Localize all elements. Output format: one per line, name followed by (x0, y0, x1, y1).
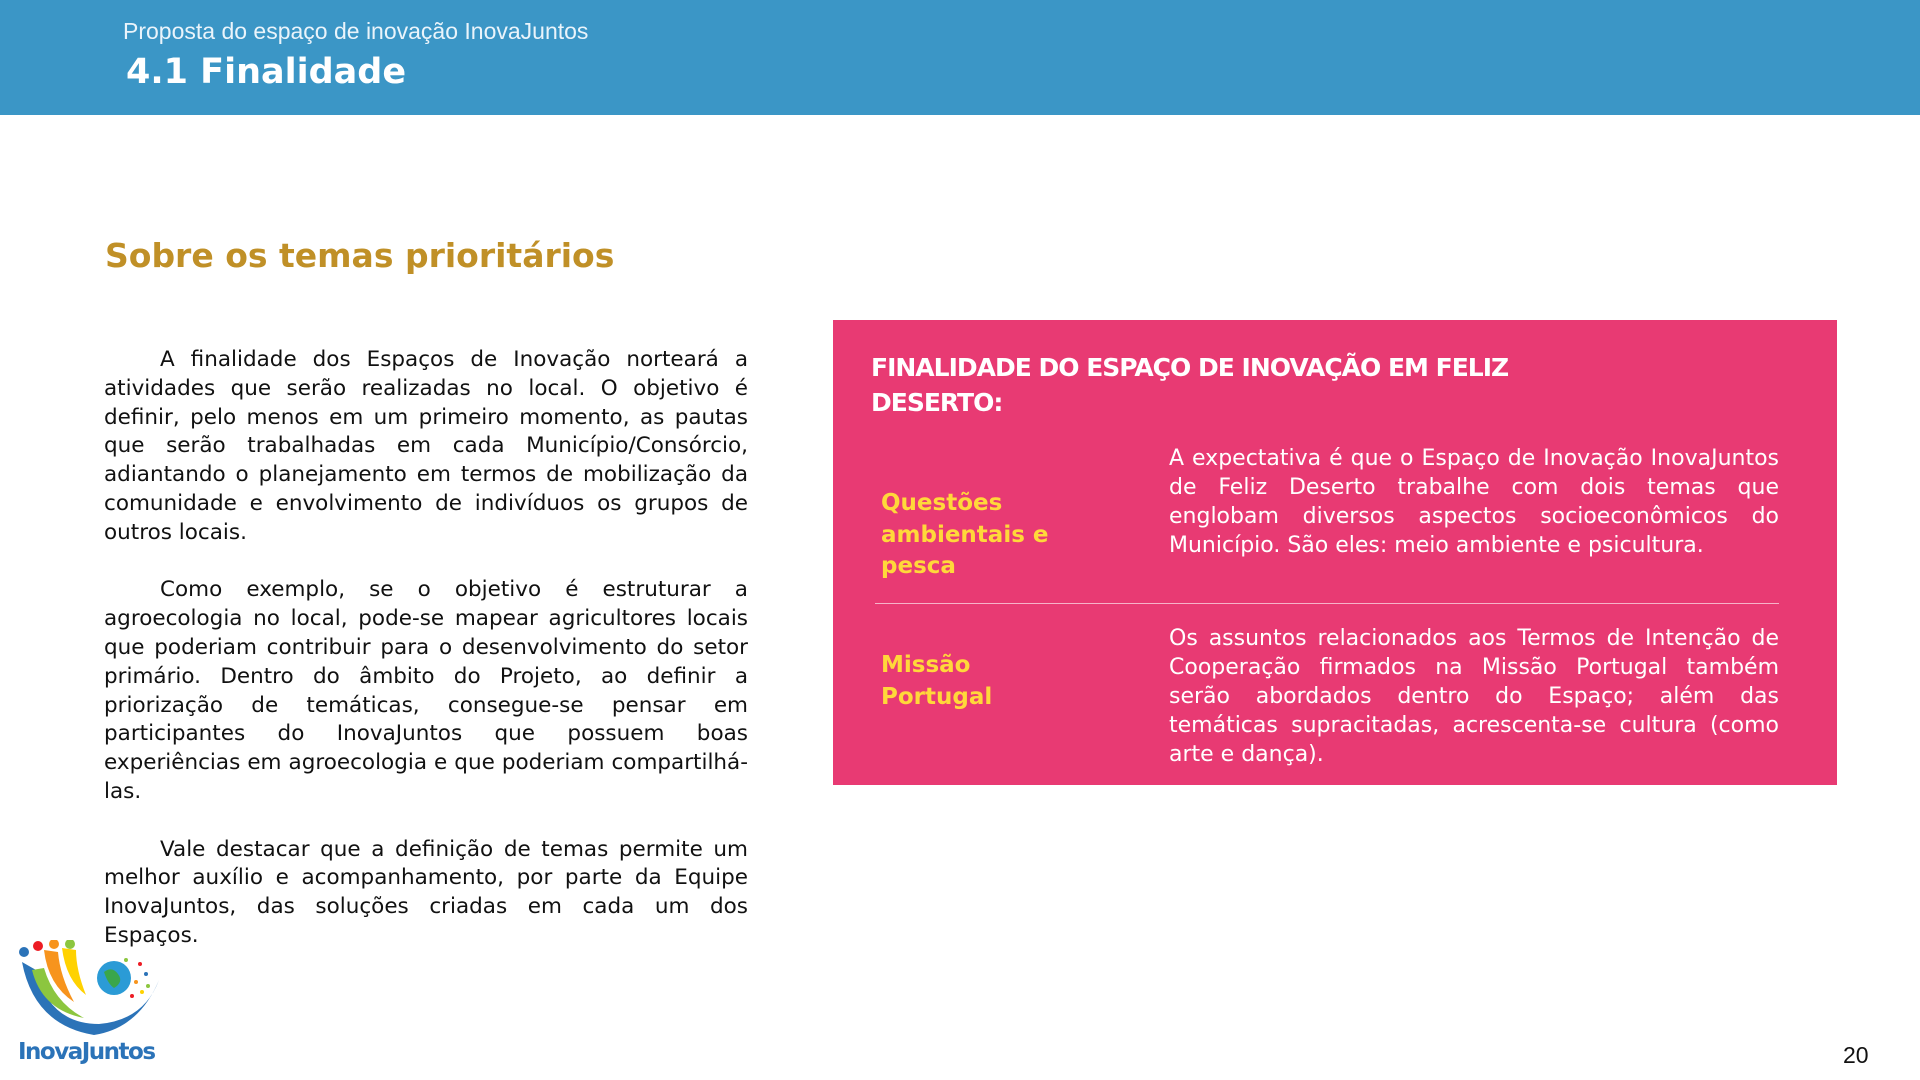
paragraph: Como exemplo, se o objetivo é estruturar a agroecologia no local, pode-se mapear agricultores locais que poderiam contribuir para o desenvolvimento do setor primário. Dentro do âmbito do Projeto, ao definir a priorização de temáticas, consegue-se pensar em participantes do InovaJuntos que possuem boas experiências em agroecologia e que poderiam compartilhá-las. (104, 577, 748, 804)
panel-title: FINALIDADE DO ESPAÇO DE INOVAÇÃO EM FELIZ DESERTO: (871, 353, 1509, 417)
section-title: 4.1 Finalidade (126, 52, 407, 92)
paragraph: A finalidade dos Espaços de Inovação norteará a atividades que serão realizadas no local. O objetivo é definir, pelo menos em um primeiro momento, as pautas que serão trabalhadas em cada Município/Consórcio, adiantando o planejamento em termos de mobilização da comunidade e envolvimento de indivíduos os grupos de outros locais. (104, 347, 748, 545)
header-banner (0, 0, 1920, 115)
logo-emblem-icon (14, 940, 164, 1045)
row-text-questoes-ambientais: A expectativa é que o Espaço de Inovação InovaJuntos de Feliz Deserto trabalhe com dois temas que englobam diversos aspectos socioeconômicos do Município. São eles: meio ambiente e psicultura. (1169, 446, 1779, 558)
inovajuntos-logo (14, 940, 164, 1072)
finalidade-panel (833, 320, 1837, 785)
body-text (104, 346, 748, 980)
page-number: 20 (1843, 1042, 1869, 1068)
row-label-missao-portugal: Missão Portugal (881, 652, 993, 710)
section-heading: Sobre os temas prioritários (105, 236, 615, 275)
panel-divider (875, 603, 1779, 604)
logo-text: InovaJuntos (18, 1039, 155, 1065)
paragraph: Vale destacar que a definição de temas permite um melhor auxílio e acompanhamento, por parte da Equipe InovaJuntos, das soluções criadas em cada um dos Espaços. (104, 836, 748, 948)
row-label-questoes-ambientais: Questões ambientais e pesca (881, 490, 1049, 579)
document-subtitle: Proposta do espaço de inovação InovaJuntos (123, 18, 589, 44)
row-text-missao-portugal: Os assuntos relacionados aos Termos de Intenção de Cooperação firmados na Missão Portugal também serão abordados dentro do Espaço; além das temáticas supracitadas, acrescenta-se cultura (como arte e dança). (1169, 626, 1779, 767)
